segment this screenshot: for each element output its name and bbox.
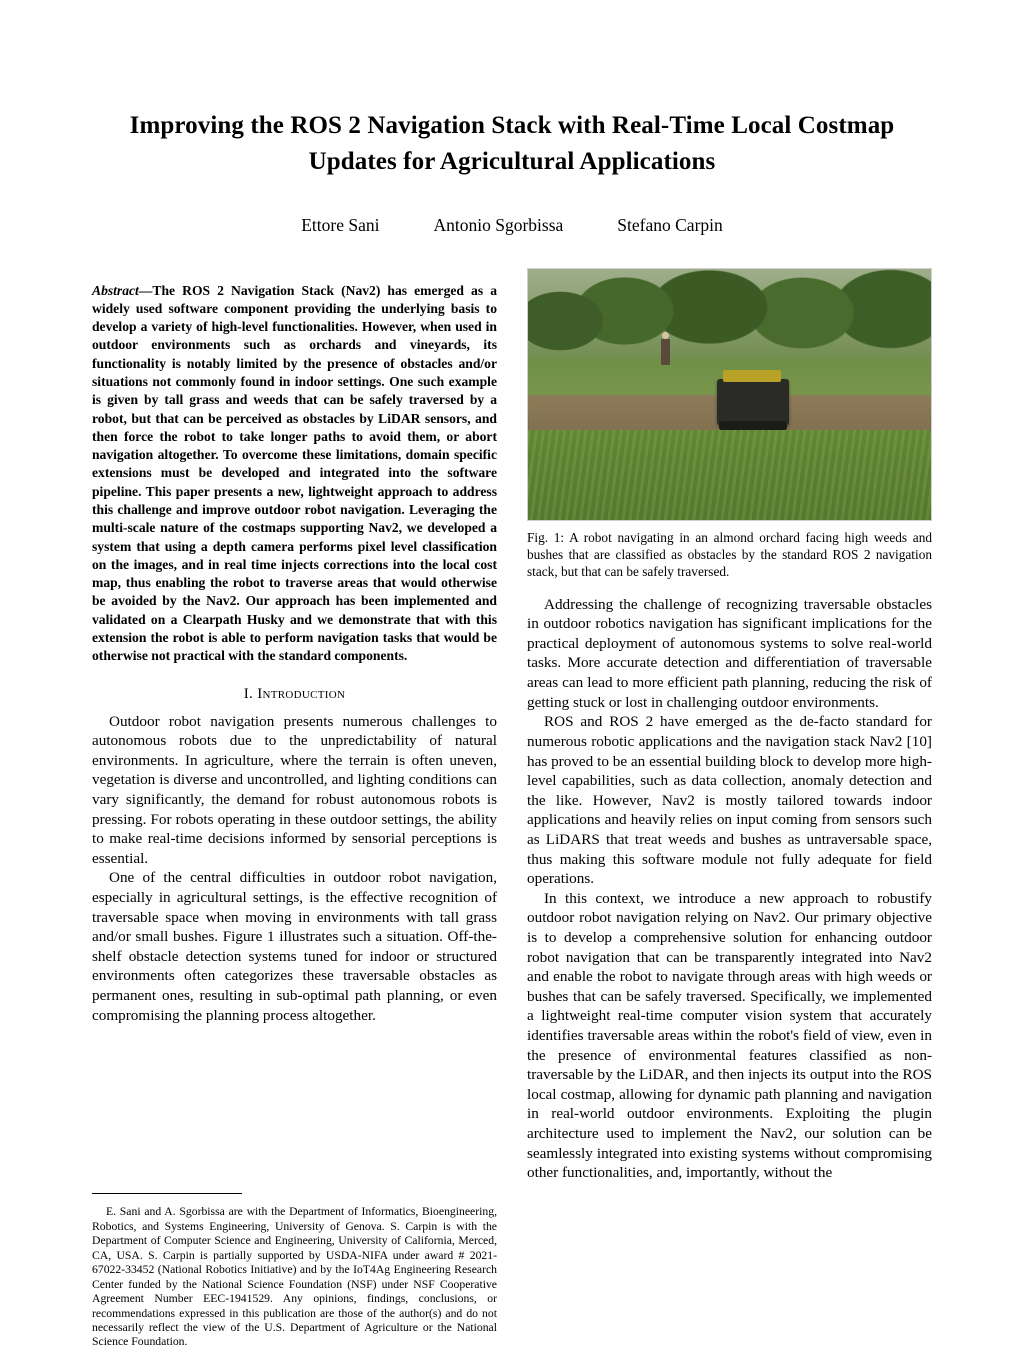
figure-1 [527, 268, 932, 581]
footnote-text: E. Sani and A. Sgorbissa are with the Department of Informatics, Bioengineering, Robotics, and Systems Engineering, University of Genova. S. Carpin is with the Department of Computer Science and Engineering, University of California, Merced, CA, USA. S. Carpin is partially supported by USDA-NIFA under award # 2021-67022-33452 (National Robotics Initiative) and by the IoT4Ag Engineering Research Center funded by the National Science Foundation (NSF) under NSF Cooperative Agreement Number EEC-1941529. Any opinions, findings, conclusions, or recommendations expressed in this publication are those of the author(s) and do not necessarily reflect the view of the U.S. Department of Agriculture or the National Science Foundation. [92, 1205, 497, 1349]
author-list [92, 215, 932, 236]
two-column-body [92, 268, 932, 1362]
section-numeral: I. [243, 685, 254, 702]
figure-caption [527, 530, 932, 581]
author-3: Stefano Carpin [617, 215, 723, 235]
footnote-divider [92, 1193, 242, 1194]
right-column [527, 268, 932, 1362]
section-heading-introduction [92, 686, 497, 703]
footnote-block [92, 1183, 497, 1362]
paragraph-intro-2: One of the central difficulties in outdoor robot navigation, especially in agricultural settings, is the effective recognition of traversable space when moving in environments with tall grass and/or small bushes. Figure 1 illustrates such a situation. Off-the-shelf obstacle detection systems tuned for indoor or structured environments often categorizes these traversable obstacles as permanent ones, resulting in sub-optimal path planning, or even compromising the planning process altogether. [92, 869, 497, 1024]
orchard-robot-photo [527, 268, 932, 521]
abstract-text: The ROS 2 Navigation Stack (Nav2) has emerged as a widely used software component providing the underlying basis to develop a variety of high-level functionalities. However, when used in outdoor environments such as orchards and vineyards, its functionality is notably limited by the presence of obstacles and/or situations not commonly found in indoor settings. One such example is given by tall grass and weeds that can be safely traversed by a robot, but that can be perceived as obstacles by LiDAR sensors, and then force the robot to take longer paths to avoid them, or abort navigation altogether. To overcome these limitations, domain specific extensions must be developed and integrated into the software pipeline. This paper presents a new, lightweight approach to address this challenge and improve outdoor robot navigation. Leveraging the multi-scale nature of the costmaps supporting Nav2, we developed a system that using a depth camera performs pixel level classification on the images, and in real time injects corrections into the local cost map, thus enabling the robot to traverse areas that would otherwise be avoided by the Nav2. Our approach has been implemented and validated on a Clearpath Husky and we demonstrate that with this extension the robot is able to perform navigation tasks that would be otherwise not practical with the standard components. [92, 282, 497, 664]
abstract-paragraph [92, 282, 497, 666]
abstract-label: Abstract— [92, 282, 153, 298]
photo-tall-grass [528, 430, 931, 520]
section-name: Introduction [257, 685, 346, 702]
paragraph-intro-3: Addressing the challenge of recognizing traversable obstacles in outdoor robotics navigation has significant implications for the practical deployment of autonomous systems to solve real-world tasks. More accurate detection and differentiation of traversable areas can lead to more efficient path planning, reducing the risk of getting stuck or lost in challenging outdoor environments. [527, 595, 932, 711]
photo-husky-robot [717, 379, 789, 425]
photo-person [661, 339, 670, 365]
figure-label: Fig. 1: [527, 530, 565, 545]
page-title: Improving the ROS 2 Navigation Stack with Real-Time Local Costmap Updates for Agricultural Applications [129, 112, 895, 175]
paragraph-intro-4: ROS and ROS 2 have emerged as the de-facto standard for numerous robotic applications and the navigation stack Nav2 [10] has proved to be an essential building block to develop more high-level capabilities, such as data collection, anomaly detection and the like. However, Nav2 is mostly tailored towards indoor applications and heavily relies on input coming from sensors such as LiDARS that treat weeds and bushes as untraversable space, thus making this software module not fully adequate for field operations. [527, 713, 932, 888]
left-column [92, 268, 497, 1362]
author-2: Antonio Sgorbissa [433, 215, 564, 235]
author-1: Ettore Sani [301, 215, 380, 235]
paragraph-intro-5: In this context, we introduce a new approach to robustify outdoor robot navigation relying on Nav2. Our primary objective is to develop a comprehensive solution for enhancing outdoor robot navigation that can be transparently integrated into Nav2 and enable the robot to navigate through areas with high weeds or bushes that can be safely traversed. Specifically, we implemented a lightweight real-time computer vision system that accurately identifies traversable areas within the robot's field of view, even in the presence of environmental features classified as non-traversable by the LiDAR, and then injects its output into the ROS local costmap, allowing for dynamic path planning and navigation in real-world outdoor environments. Exploiting the plugin architecture used to implement the Nav2, our solution can be seamlessly integrated into existing systems without compromising other functionalities, and, importantly, without the [527, 889, 932, 1182]
photo-tree-canopy [528, 269, 931, 369]
paragraph-intro-1: Outdoor robot navigation presents numerous challenges to autonomous robots due to the unpredictability of natural environments. In agriculture, where the terrain is often uneven, vegetation is diverse and uncontrolled, and lighting conditions can vary significantly, the demand for robust autonomous robots is pressing. For robots operating in these outdoor settings, the ability to make real-time decisions informed by sensorial perceptions is essential. [92, 712, 497, 867]
figure-caption-text: A robot navigating in an almond orchard facing high weeds and bushes that are classified as obstacles by the standard ROS 2 navigation stack, but that can be safely traversed. [527, 530, 932, 579]
